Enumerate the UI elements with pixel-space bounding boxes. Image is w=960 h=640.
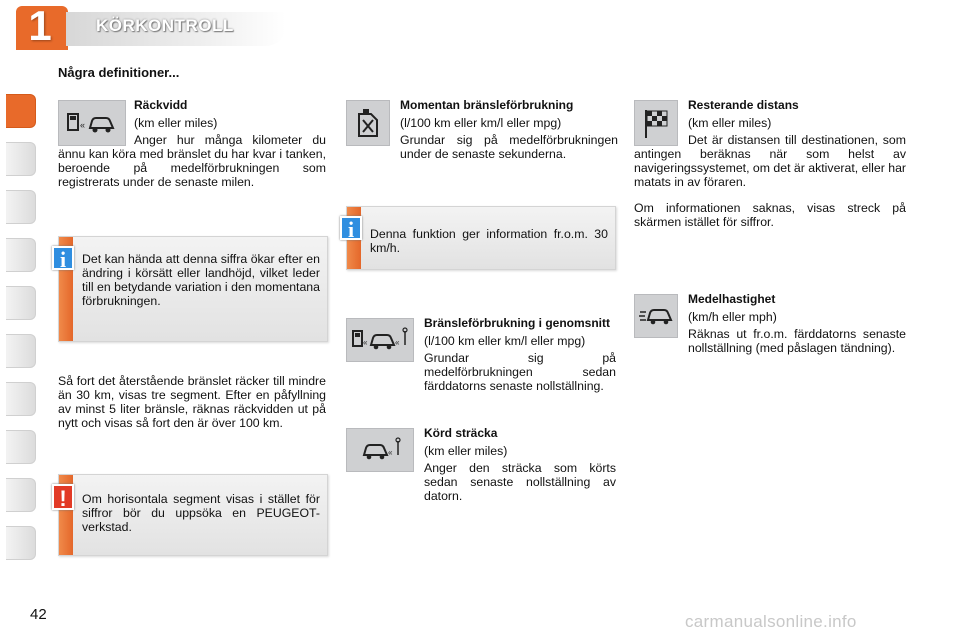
side-tab[interactable] — [6, 382, 36, 416]
entry-remaining-unit: (km eller miles) — [688, 116, 772, 130]
svg-text:«: « — [363, 338, 368, 347]
entry-range-unit: (km eller miles) — [134, 116, 218, 130]
side-tab[interactable] — [6, 142, 36, 176]
chapter-title: KÖRKONTROLL — [96, 16, 234, 35]
side-tab[interactable] — [6, 334, 36, 368]
entry-instant-body: Grundar sig på medelförbrukningen under de senaste sekunderna. — [400, 133, 618, 161]
page-number: 42 — [30, 606, 47, 623]
entry-distance-title: Körd sträcka — [424, 426, 498, 440]
entry-instant-title: Momentan bränsleförbrukning — [400, 98, 574, 112]
entry-instant-unit: (l/100 km eller km/l eller mpg) — [400, 116, 562, 130]
info-icon: i — [52, 246, 74, 270]
section-heading: Några definitioner... — [58, 65, 180, 80]
average-speed-icon — [634, 294, 678, 338]
side-tab[interactable] — [6, 190, 36, 224]
watermark: carmanualsonline.info — [685, 612, 857, 631]
entry-range — [134, 98, 324, 133]
side-tab[interactable] — [6, 478, 36, 512]
side-tab-active[interactable] — [6, 94, 36, 128]
warning-text: Om horisontala segment visas i stället för siffror bör du uppsöka en PEUGEOT-verkstad. — [82, 492, 320, 534]
entry-distance-unit: (km eller miles) — [424, 444, 508, 458]
entry-remaining-body: Det är distansen till destinationen, som antingen beräknas när som helst av navigeringssystemet, om det är aktiverat, eller har matats in av föraren. — [634, 133, 907, 189]
entry-remaining-body-2: Om informationen saknas, visas streck på skärmen istället för siffror. — [634, 201, 906, 229]
entry-average-unit: (l/100 km eller km/l eller mpg) — [424, 334, 586, 348]
entry-speed-title: Medelhastighet — [688, 292, 776, 306]
svg-text:«: « — [80, 120, 86, 130]
info-left-text: Det kan hända att denna siffra ökar efter en ändring i körsätt eller landhöjd, vilket leder till en betydande variation i den momentana förbrukningen. — [82, 252, 320, 308]
entry-average-consumption — [424, 316, 616, 393]
entry-average-speed — [688, 292, 906, 355]
fuel-can-icon — [346, 100, 390, 146]
entry-distance-body: Anger den sträcka som körts sedan senaste nollställning av datorn. — [424, 461, 616, 503]
entry-average-body: Grundar sig på medelförbrukningen sedan färddatorns senaste nollställning. — [424, 351, 616, 393]
warning-icon: ! — [52, 484, 74, 510]
chapter-side-tabs — [0, 66, 44, 576]
side-tab[interactable] — [6, 526, 36, 560]
side-tab[interactable] — [6, 286, 36, 320]
svg-text:«: « — [388, 448, 393, 457]
entry-speed-unit: (km/h eller mph) — [688, 310, 777, 324]
chapter-number: 1 — [28, 2, 52, 49]
entry-instant-consumption — [400, 98, 618, 161]
entry-speed-body: Räknas ut fr.o.m. färddatorns senaste nollställning (med påslagen tändning). — [688, 327, 906, 355]
entry-range-title: Räckvidd — [134, 98, 188, 112]
entry-remaining-distance — [688, 98, 906, 133]
info-icon: i — [340, 216, 362, 240]
entry-range-body: Anger hur många kilometer du ännu kan köra med bränslet du har kvar i tanken, beroende på medelförbrukningen som registrerats under de senaste milen. — [58, 133, 326, 189]
average-consumption-icon — [346, 318, 414, 362]
side-tab[interactable] — [6, 430, 36, 464]
side-tab[interactable] — [6, 238, 36, 272]
page-header — [0, 0, 960, 52]
info-mid-text: Denna funktion ger information fr.o.m. 30 km/h. — [370, 227, 608, 255]
svg-text:«: « — [395, 338, 400, 347]
entry-remaining-title: Resterande distans — [688, 98, 799, 112]
entry-average-title: Bränsleförbrukning i genomsnitt — [424, 316, 611, 330]
entry-distance-travelled — [424, 426, 616, 503]
distance-travelled-icon — [346, 428, 414, 472]
range-paragraph: Så fort det återstående bränslet räcker till mindre än 30 km, visas tre segment. Efter en påfyllning av minst 5 liter bränsle, räknas räckvidden ut på nytt och visas så fort den är över 100 km. — [58, 374, 326, 430]
